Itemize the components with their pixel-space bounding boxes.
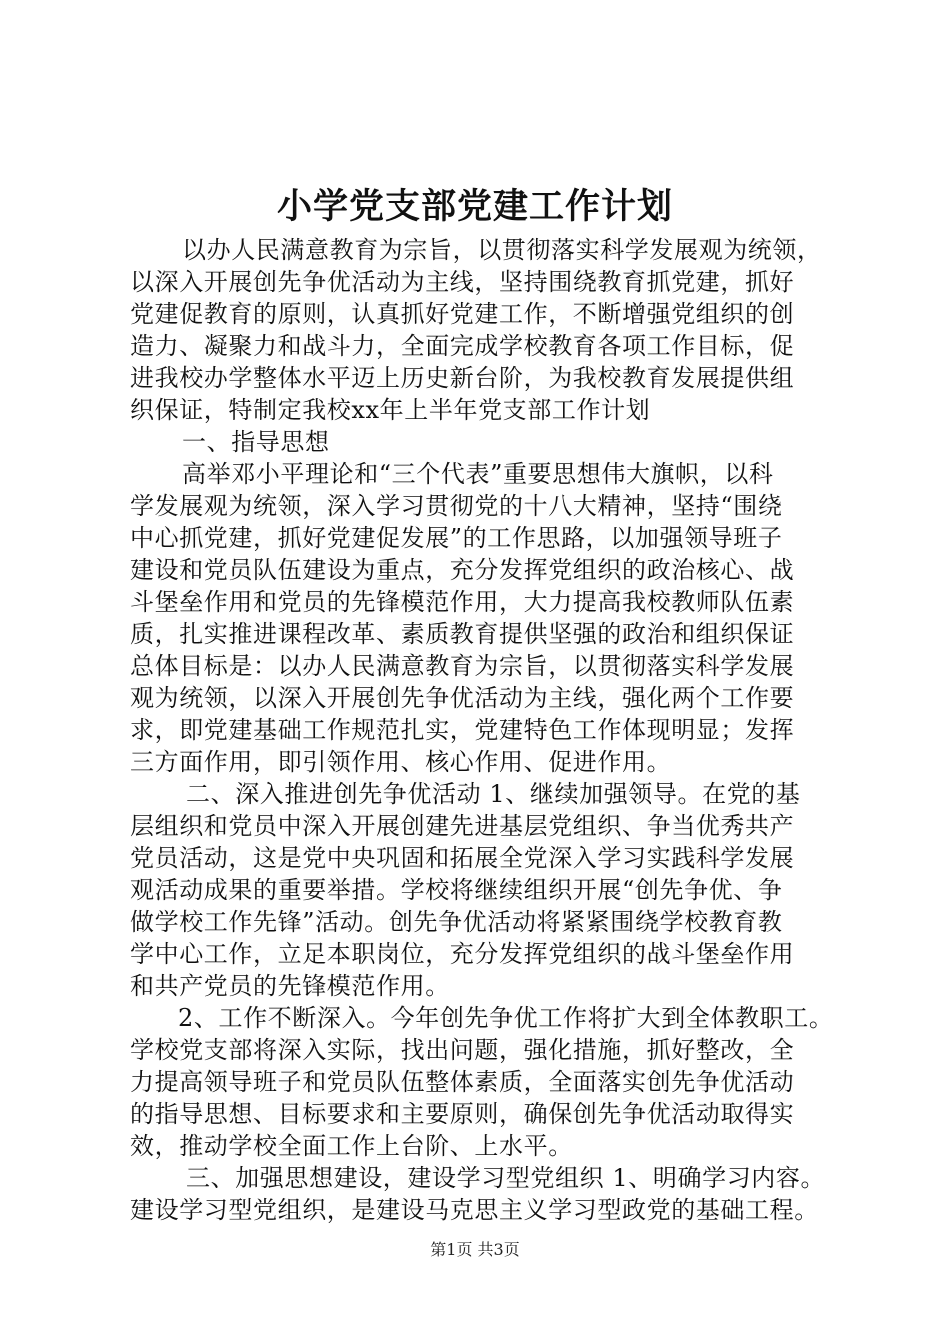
body-line: 的指导思想、目标要求和主要原则，确保创先争优活动取得实 — [130, 1100, 795, 1128]
body-line: 建设和党员队伍建设为重点，充分发挥党组织的政治核心、战 — [130, 556, 795, 584]
body-line: 进我校办学整体水平迈上历史新台阶，为我校教育发展提供组 — [130, 364, 795, 392]
body-line: 效，推动学校全面工作上台阶、上水平。 — [130, 1132, 573, 1160]
document-body — [130, 234, 834, 1226]
body-line: 做学校工作先锋”活动。创先争优活动将紧紧围绕学校教育教 — [130, 908, 783, 936]
body-line: 以深入开展创先争优活动为主线，坚持围绕教育抓党建，抓好 — [130, 268, 795, 296]
body-line: 斗堡垒作用和党员的先锋模范作用，大力提高我校教师队伍素 — [130, 588, 795, 616]
body-line: 学发展观为统领，深入学习贯彻党的十八大精神，坚持“围绕 — [130, 492, 783, 520]
body-line: 党员活动，这是党中央巩固和拓展全党深入学习实践科学发展 — [130, 844, 795, 872]
body-line: 质，扎实推进课程改革、素质教育提供坚强的政治和组织保证 — [130, 620, 795, 648]
body-line: 中心抓党建，抓好党建促发展”的工作思路，以加强领导班子 — [130, 524, 783, 552]
body-line: 求，即党建基础工作规范扎实，党建特色工作体现明显；发挥 — [130, 716, 795, 744]
section-heading: 三、加强思想建设，建设学习型党组织 1、明确学习内容。 — [186, 1164, 826, 1192]
section-heading: 二、深入推进创先争优活动 1、继续加强领导。在党的基 — [186, 780, 801, 808]
body-line: 造力、凝聚力和战斗力，全面完成学校教育各项工作目标，促 — [130, 332, 795, 360]
body-line: 和共产党员的先锋模范作用。 — [130, 972, 450, 1000]
body-line: 层组织和党员中深入开展创建先进基层党组织、争当优秀共产 — [130, 812, 795, 840]
body-line: 织保证，特制定我校xx年上半年党支部工作计划 — [130, 396, 651, 424]
body-line: 学校党支部将深入实际，找出问题，强化措施，抓好整改，全 — [130, 1036, 795, 1064]
body-line: 观活动成果的重要举措。学校将继续组织开展“创先争优、争 — [130, 876, 783, 904]
body-line: 三方面作用，即引领作用、核心作用、促进作用。 — [130, 748, 672, 776]
body-line: 2、工作不断深入。今年创先争优工作将扩大到全体教职工。 — [178, 1004, 834, 1032]
document-title: 小学党支部党建工作计划 — [276, 186, 673, 227]
body-line: 总体目标是：以办人民满意教育为宗旨，以贯彻落实科学发展 — [130, 652, 795, 680]
section-heading: 一、指导思想 — [182, 428, 330, 456]
body-line: 观为统领，以深入开展创先争优活动为主线，强化两个工作要 — [130, 684, 795, 712]
body-line: 高举邓小平理论和“三个代表”重要思想伟大旗帜，以科 — [182, 460, 774, 488]
body-line: 力提高领导班子和党员队伍整体素质，全面落实创先争优活动 — [130, 1068, 795, 1096]
body-line: 党建促教育的原则，认真抓好党建工作，不断增强党组织的创 — [130, 300, 795, 328]
body-line: 建设学习型党组织，是建设马克思主义学习型政党的基础工程。 — [130, 1196, 819, 1224]
page-footer: 第1页 共3页 — [430, 1240, 520, 1259]
body-line: 学中心工作，立足本职岗位，充分发挥党组织的战斗堡垒作用 — [130, 940, 795, 968]
body-line: 以办人民满意教育为宗旨，以贯彻落实科学发展观为统领， — [182, 236, 822, 264]
